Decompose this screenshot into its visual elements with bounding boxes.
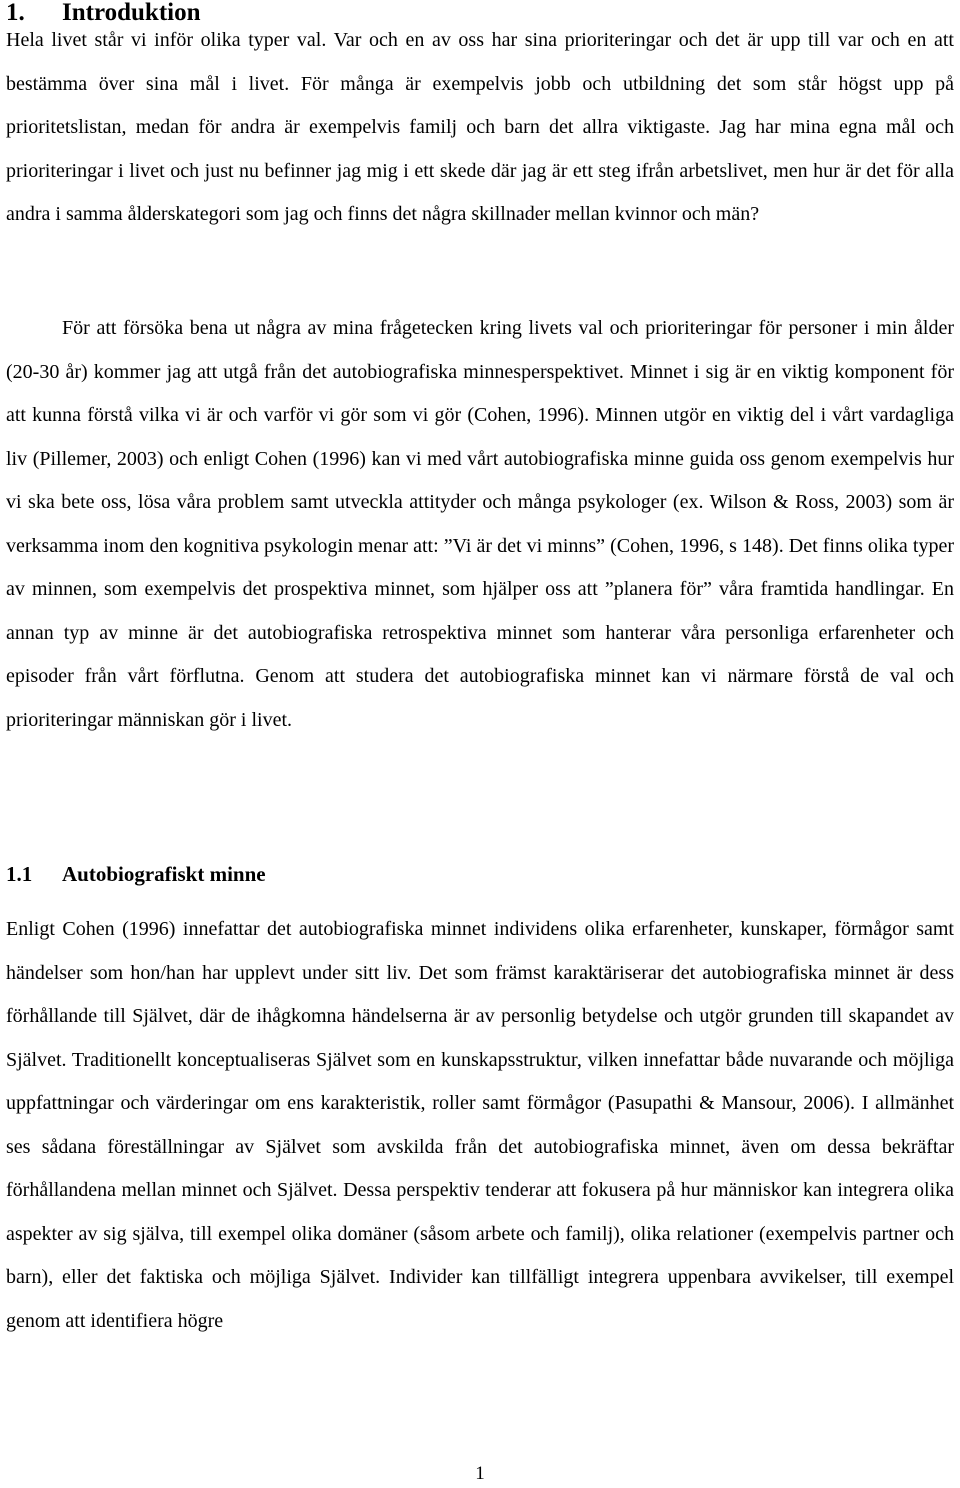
- subsection-number: 1.1: [6, 862, 33, 886]
- section-number: 1.: [6, 0, 25, 26]
- intro-paragraph-1: Hela livet står vi inför olika typer val. Var och en av oss har sina prioriteringar och det är upp till var och en att bestämma över sina mål i livet. För många är exempelvis jobb och utbildning det som står högst upp på prioritetslistan, medan för andra är exempelvis familj och barn det allra viktigaste. Jag har mina egna mål och prioriteringar i livet och just nu befinner jag mig i ett skede där jag är ett steg ifrån arbetslivet, men hur är det för alla andra i samma ålderskategori som jag och finns det några skillnader mellan kvinnor och män?: [6, 29, 954, 225]
- subsection-heading-autobiografiskt-minne: [6, 859, 266, 889]
- section-title: Introduktion: [62, 0, 201, 26]
- subsection-title: Autobiografiskt minne: [62, 862, 266, 886]
- page-number: 1: [475, 1463, 485, 1484]
- autobiografiskt-paragraph-1: Enligt Cohen (1996) innefattar det autobiografiska minnet individens olika erfarenheter, kunskaper, förmågor samt händelser som hon/han har upplevt under sitt liv. Det som främst karaktäriserar det autobiografiska minnet är dess förhållande till Självet, där de ihågkomna händelserna är av personlig betydelse och utgör grunden till skapandet av Självet. Traditionellt konceptualiseras Självet som en kunskapsstruktur, vilken innefattar både nuvarande och möjliga uppfattningar och värderingar om ens karakteristik, roller samt förmågor (Pasupathi & Mansour, 2006). I allmänhet ses sådana föreställningar av Självet som avskilda från det autobiografiska minnet, även om dessa bekräftar förhållandena mellan minnet och Självet. Dessa perspektiv tenderar att fokusera på hur människor kan integrera olika aspekter av sig själva, till exempel olika domäner (såsom arbete och familj), olika relationer (exempelvis partner och barn), eller det faktiska och möjliga Självet. Individer kan tillfälligt integrera uppenbara avvikelser, till exempel genom att identifiera högre: [6, 918, 954, 1332]
- intro-paragraph-2: För att försöka bena ut några av mina frågetecken kring livets val och prioriteringar för personer i min ålder (20-30 år) kommer jag att utgå från det autobiografiska minnesperspektivet. Minnet i sig är en viktig komponent för att kunna förstå vilka vi är och varför vi gör som vi gör (Cohen, 1996). Minnen utgör en viktig del i vårt vardagliga liv (Pillemer, 2003) och enligt Cohen (1996) kan vi med vårt autobiografiska minne guida oss genom exempelvis hur vi ska bete oss, lösa våra problem samt utveckla attityder och många psykologer (ex. Wilson & Ross, 2003) som är verksamma inom den kognitiva psykologin menar att: ”Vi är det vi minns” (Cohen, 1996, s 148). Det finns olika typer av minnen, som exempelvis det prospektiva minnet, som hjälper oss att ”planera för” våra framtida handlingar. En annan typ av minne är det autobiografiska retrospektiva minnet som hanterar våra personliga erfarenheter och episoder från vårt förflutna. Genom att studera det autobiografiska minnet kan vi närmare förstå de val och prioriteringar människan gör i livet.: [6, 317, 954, 731]
